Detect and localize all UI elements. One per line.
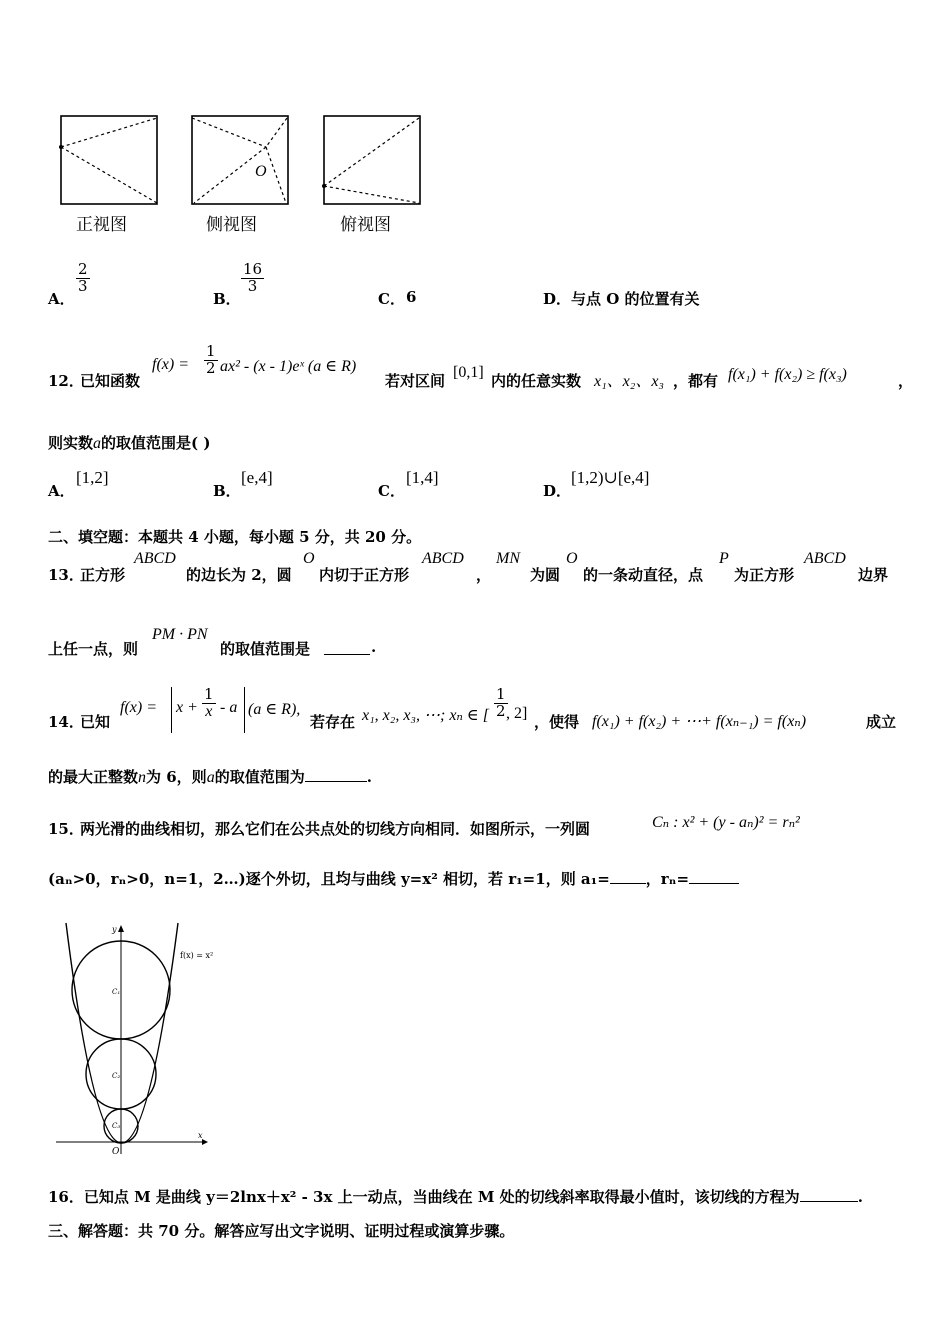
q14-half-fraction: $\frac{1}{2}$ — [496, 685, 506, 720]
q12-half-fraction: $\frac{1}{2}$ — [206, 342, 216, 377]
q13-text-7: 为正方形 — [734, 566, 795, 584]
q14-answer-blank[interactable] — [305, 769, 367, 782]
q12-function-rhs: ax² - (x - 1)eˣ (a ∈ R) — [220, 358, 357, 375]
q13-text-8: 边界 — [858, 566, 889, 584]
q14-variables: x₁, x₂, x₃, ⋯; xₙ ∈ [ — [362, 707, 489, 724]
q12-option-c-label: C． — [378, 482, 405, 500]
q14-abs-b: - a — [220, 699, 238, 716]
q12-inequality: f(x₁) + f(x₂) ≥ f(x₃) — [728, 366, 847, 383]
q13-text-6: 的一条动直径，点 — [583, 566, 704, 584]
q15-answer-blank-1[interactable] — [610, 871, 646, 884]
q14-equation: f(x₁) + f(x₂) + ⋯+ f(xₙ₋₁) = f(xₙ) — [592, 713, 807, 730]
q12-option-a-value: [1,2] — [76, 468, 109, 487]
q14-function-rhs: (a ∈ R), — [248, 701, 301, 718]
q11-options — [48, 262, 908, 312]
parabola-curve — [66, 923, 178, 1143]
q13-abcd-2: ABCD — [422, 550, 464, 567]
q11-option-d-label: D． — [543, 290, 572, 308]
q11-option-a-value: $\frac{2}{3}$ — [78, 260, 88, 295]
q13-circle-o: O — [303, 550, 315, 567]
q14-recip-fraction: $\frac{1}{x}$ — [204, 685, 214, 720]
q14-line-2: 的最大正整数n为 6，则a的取值范围为 . — [48, 768, 372, 786]
q12-option-b-value: [e,4] — [241, 468, 273, 487]
side-view-box — [192, 116, 288, 204]
section-2-title: 二、填空题：本题共 4 小题，每小题 5 分，共 20 分。 — [48, 528, 422, 546]
q12-option-c-value: [1,4] — [406, 468, 439, 487]
q13-answer-blank[interactable] — [324, 642, 370, 655]
q12-option-a-label: A． — [48, 482, 75, 500]
q13-abcd-1: ABCD — [134, 550, 176, 567]
q16-answer-blank[interactable] — [800, 1189, 858, 1202]
q12-var-a: a — [93, 435, 102, 452]
q15-answer-blank-2[interactable] — [689, 871, 739, 884]
q13-number: 13． — [48, 566, 84, 584]
q11-option-b-label: B． — [213, 290, 241, 308]
q15-number: 15． — [48, 820, 84, 838]
q12-function-lhs: f(x) = — [152, 356, 189, 373]
q12-option-d-value: [1,2)∪[e,4] — [571, 468, 650, 487]
q11-option-b-value: $\frac{16}{3}$ — [243, 260, 263, 295]
q16-text: 已知点 M 是曲线 y＝2lnx＋x² ‑ 3x 上一动点，当曲线在 M 处的切线斜率取得最小值时，该切线的方程为 — [83, 1188, 800, 1206]
c2-label: C₂ — [112, 1072, 121, 1080]
q12-text-4: ，都有 — [673, 372, 719, 390]
circles-parabola-graph — [52, 918, 217, 1160]
q11-option-c-label: C． — [378, 290, 405, 308]
q12-text-5: ， — [898, 372, 914, 390]
q12-text-1: 已知函数 — [80, 372, 141, 390]
q12-variables: x₁、x₂、x₃ — [594, 373, 664, 390]
q14-abs-a: x + — [176, 699, 198, 716]
q15-text-1: 两光滑的曲线相切，那么它们在公共点处的切线方向相同．如图所示，一列圆 — [80, 820, 591, 838]
c3-label: C₃ — [112, 1122, 121, 1130]
q14-text-4: 成立 — [866, 713, 897, 731]
q11-option-c-value: 6 — [406, 288, 417, 306]
q14-number: 14． — [48, 713, 84, 731]
q14-abs-right-bar — [244, 687, 245, 733]
side-view-caption: 侧视图 — [206, 215, 257, 235]
q13-mn: MN — [496, 550, 520, 567]
q12-line-2: 则实数a的取值范围是( ) — [48, 434, 211, 452]
question-12 — [48, 344, 918, 394]
question-14 — [48, 685, 928, 739]
q12-text-3: 内的任意实数 — [491, 372, 582, 390]
q15-circle-equation: Cₙ : x² + (y - aₙ)² = rₙ² — [652, 814, 800, 831]
q14-function-lhs: f(x) = — [120, 699, 157, 716]
q13-abcd-3: ABCD — [804, 550, 846, 567]
q11-option-a-label: A． — [48, 290, 75, 308]
top-view-box — [324, 116, 420, 204]
graph-y-label: y — [112, 925, 117, 934]
front-view-caption: 正视图 — [76, 215, 127, 235]
q13-line-2: 上任一点，则 PM · PN 的取值范围是 . — [48, 626, 377, 658]
question-13 — [48, 550, 918, 590]
q13-text-1: 正方形 — [80, 566, 126, 584]
q14-text-3: ，使得 — [534, 713, 580, 731]
q14-variables-end: , 2] — [506, 705, 528, 722]
q12-number: 12． — [48, 372, 84, 390]
q13-point-p: P — [719, 550, 729, 567]
q12-options — [48, 466, 908, 500]
q13-dot-product: PM · PN — [152, 626, 208, 643]
q13-circle-o-2: O — [566, 550, 578, 567]
q12-text-2: 若对区间 — [385, 372, 446, 390]
section-3-title: 三、解答题：共 70 分。解答应写出文字说明、证明过程或演算步骤。 — [48, 1222, 515, 1240]
graph-x-label: x — [198, 1131, 203, 1140]
q14-text-1: 已知 — [80, 713, 111, 731]
q16-number: 16． — [48, 1188, 84, 1206]
q14-text-2: 若存在 — [310, 713, 356, 731]
q14-abs-left-bar — [171, 687, 172, 733]
question-15 — [48, 808, 928, 842]
q13-text-2: 的边长为 2，圆 — [186, 566, 292, 584]
q11-option-d-value: 与点 O 的位置有关 — [571, 290, 700, 308]
q14-var-a: a — [206, 769, 215, 786]
front-view-box — [61, 116, 157, 204]
question-16: 16．已知点 M 是曲线 y＝2lnx＋x² ‑ 3x 上一动点，当曲线在 M 处的切线斜率取得最小值时，该切线的方程为 . — [48, 1188, 863, 1206]
c1-label: C₁ — [112, 988, 121, 996]
q14-var-n: n — [138, 769, 147, 786]
q13-text-3: 内切于正方形 — [319, 566, 410, 584]
q15-line-2: (aₙ>0，rₙ>0，n=1，2…)逐个外切，且均与曲线 y=x² 相切，若 r₁=1，则 a₁= ，rₙ= — [48, 868, 739, 889]
top-view-caption: 俯视图 — [340, 215, 391, 235]
q12-option-d-label: D． — [543, 482, 572, 500]
curve-label: f(x) = x² — [180, 951, 214, 960]
graph-origin-label: O — [112, 1147, 120, 1157]
q12-option-b-label: B． — [213, 482, 241, 500]
q12-interval: [0,1] — [453, 364, 484, 381]
q13-text-4: ， — [476, 566, 492, 584]
q13-text-5: 为圆 — [530, 566, 561, 584]
side-point-label: O — [255, 163, 267, 180]
